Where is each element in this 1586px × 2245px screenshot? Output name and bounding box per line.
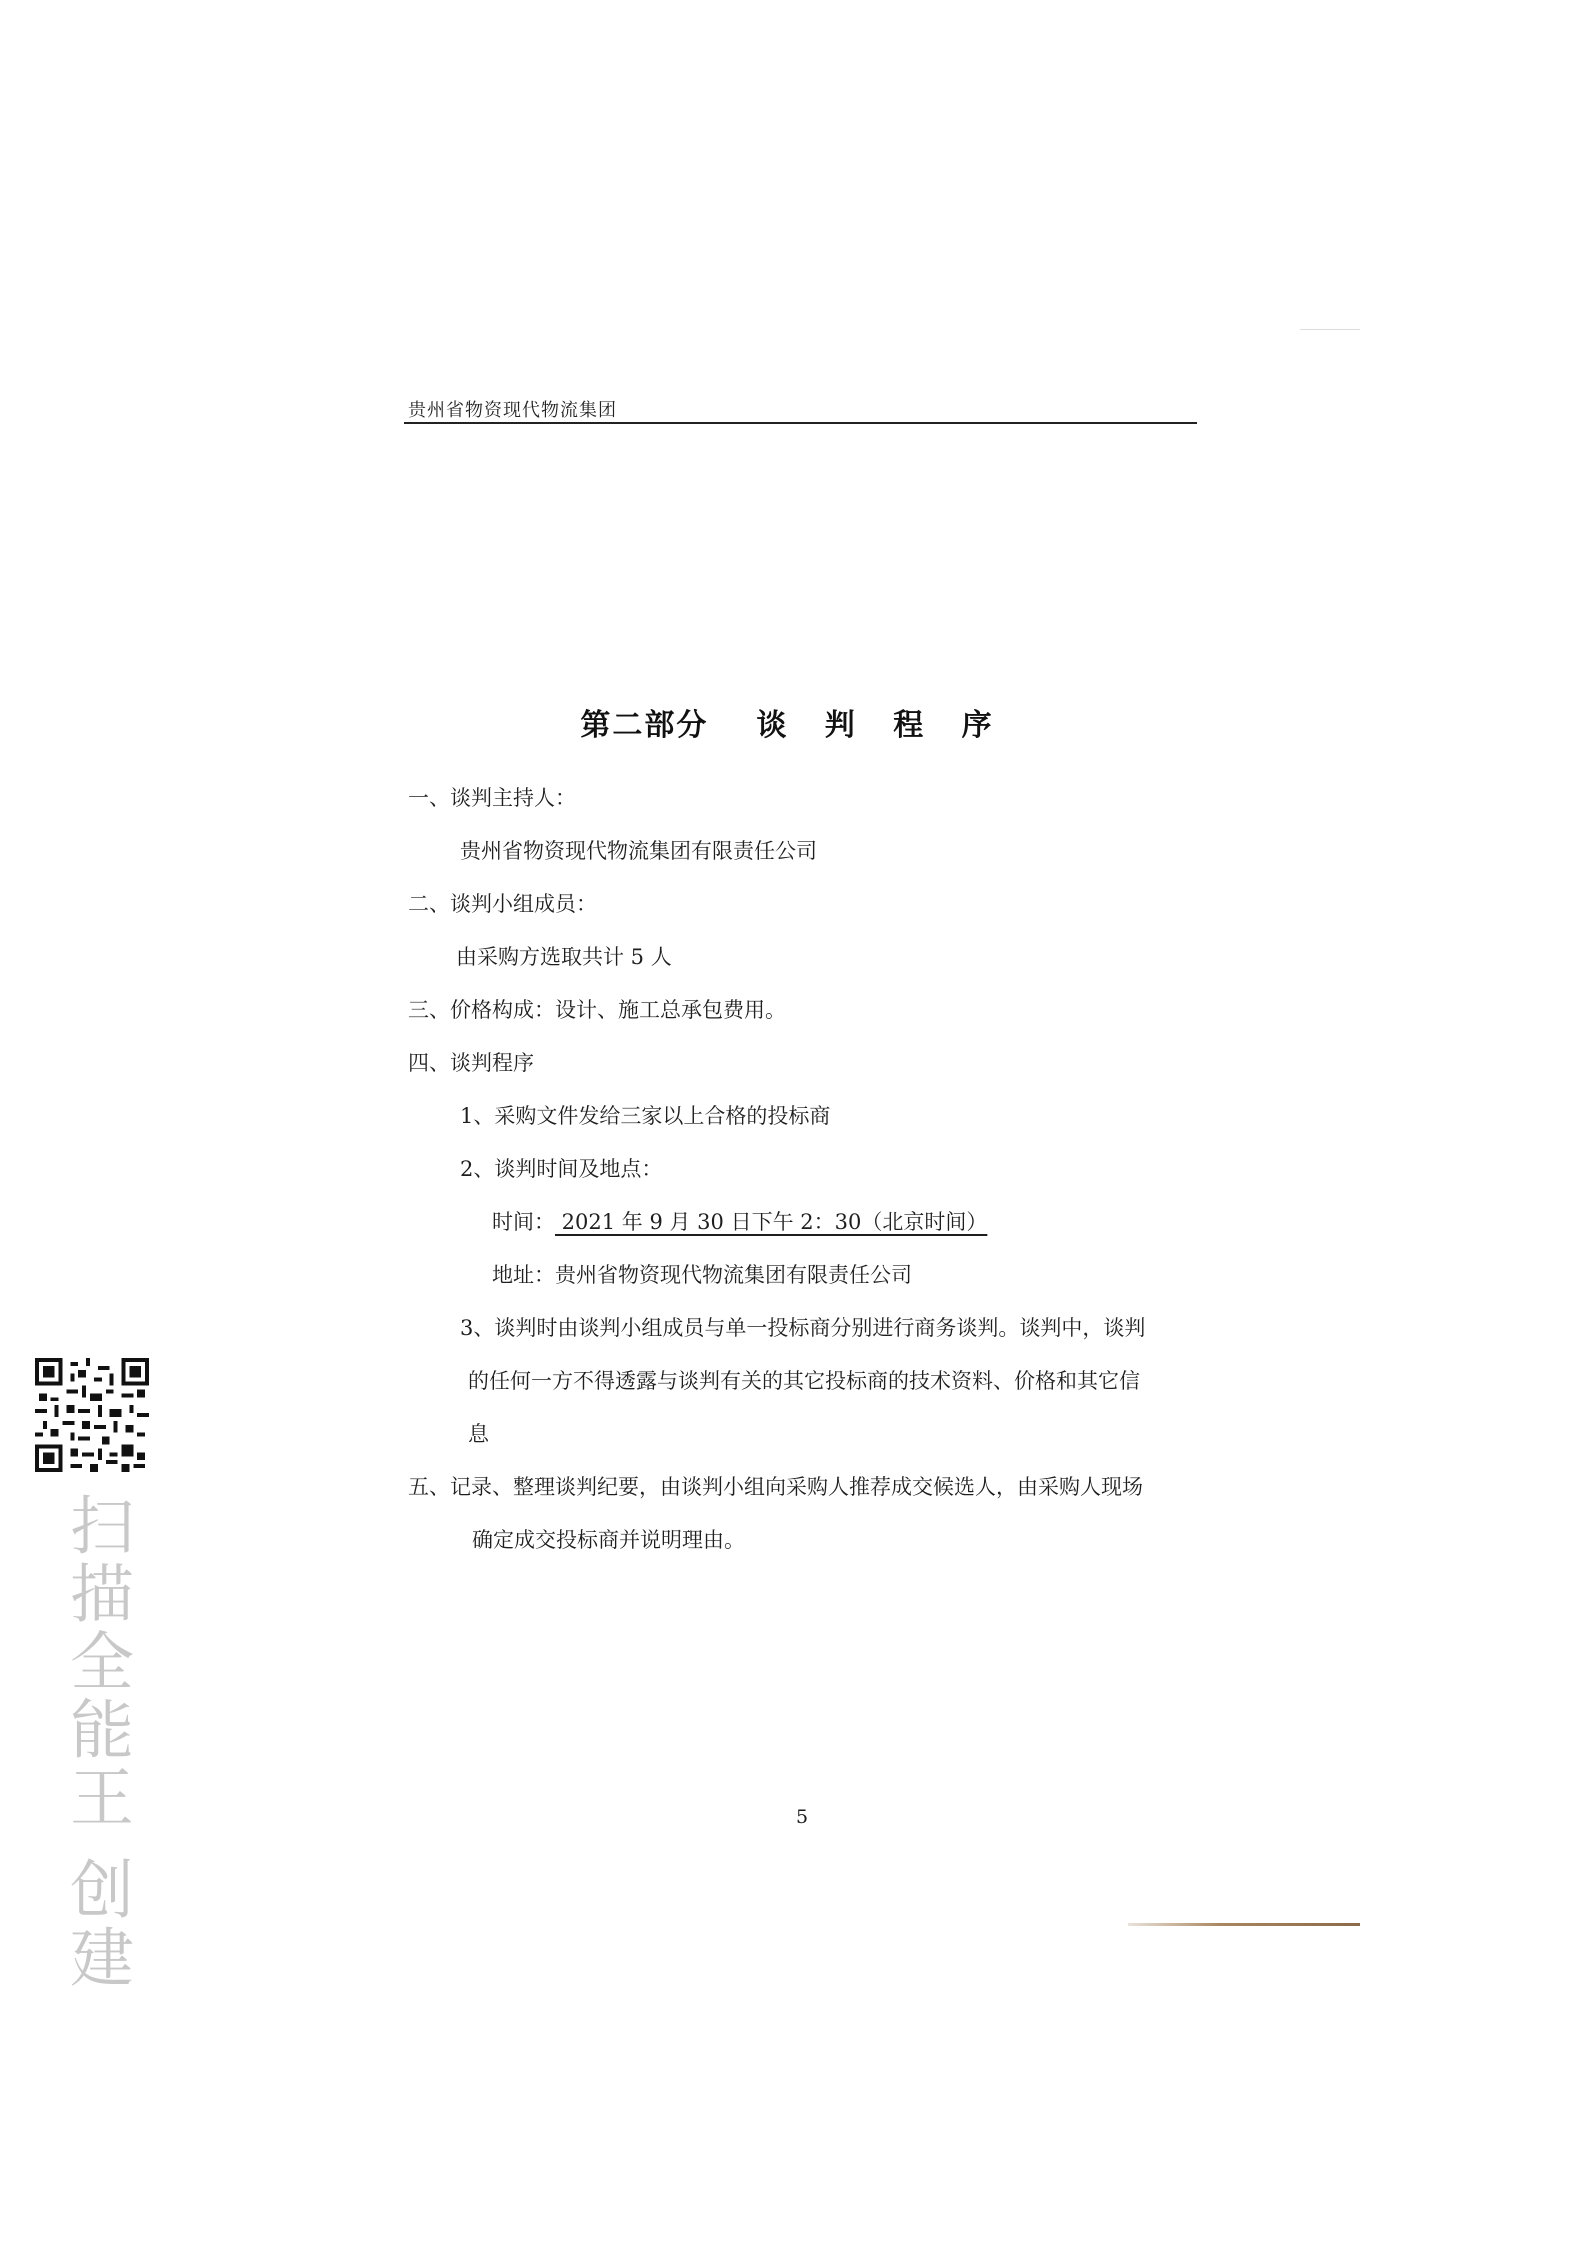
members-value: 由采购方选取共计 5 人	[456, 945, 672, 969]
address-line: 地址：贵州省物资现代物流集团有限责任公司	[492, 1263, 912, 1287]
header-organization: 贵州省物资现代物流集团	[408, 400, 617, 421]
price-structure: 三、价格构成：设计、施工总承包费用。	[408, 998, 786, 1022]
section-title	[0, 700, 1586, 744]
procedure-step-1: 1、采购文件发给三家以上合格的投标商	[460, 1104, 831, 1128]
procedure-step-2: 2、谈判时间及地点：	[460, 1157, 663, 1181]
section-name: 谈 判 程 序	[756, 708, 1006, 743]
qr-code-icon	[35, 1358, 149, 1472]
header-rule	[404, 422, 1197, 424]
time-value: 2021 年 9 月 30 日下午 2：30（北京时间）	[555, 1210, 988, 1234]
host-label: 一、谈判主持人：	[408, 786, 576, 810]
members-label: 二、谈判小组成员：	[408, 892, 597, 916]
time-line	[492, 1206, 987, 1236]
section-part: 第二部分	[580, 708, 709, 743]
host-value: 贵州省物资现代物流集团有限责任公司	[460, 839, 817, 863]
page-number: 5	[796, 1806, 809, 1828]
record-line-2: 确定成交投标商并说明理由。	[472, 1528, 745, 1552]
watermark-text: 扫描全能王 创建	[59, 1492, 133, 1993]
procedure-step-3-line-2: 的任何一方不得透露与谈判有关的其它投标商的技术资料、价格和其它信	[468, 1369, 1140, 1393]
scan-artifact-line	[1128, 1923, 1360, 1926]
procedure-label: 四、谈判程序	[408, 1051, 534, 1075]
time-label: 时间：	[492, 1210, 555, 1234]
scan-artifact	[1300, 329, 1360, 330]
record-line-1: 五、记录、整理谈判纪要，由谈判小组向采购人推荐成交候选人，由采购人现场	[408, 1475, 1143, 1499]
procedure-step-3-line-3: 息	[468, 1422, 489, 1446]
procedure-step-3-line-1: 3、谈判时由谈判小组成员与单一投标商分别进行商务谈判。谈判中，谈判	[460, 1316, 1146, 1340]
